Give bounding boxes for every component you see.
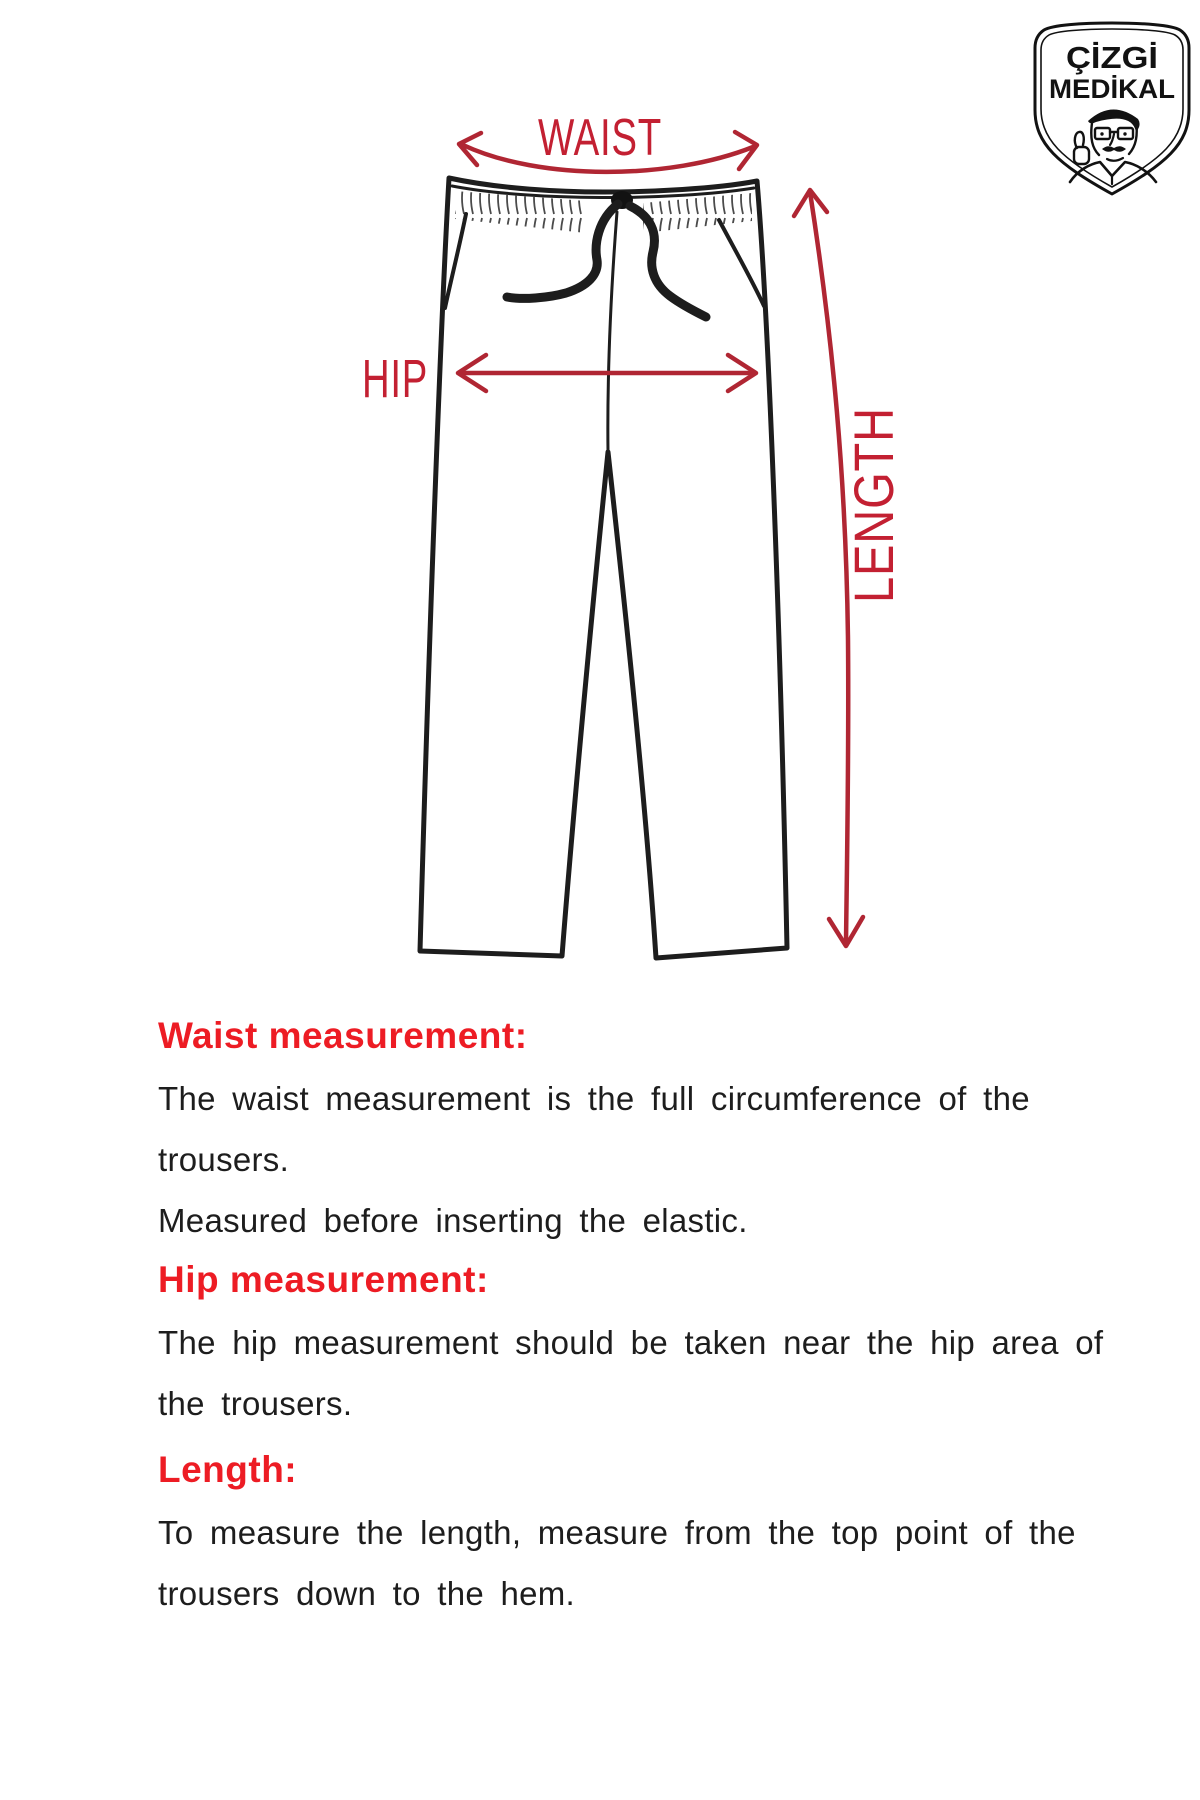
trousers-outline <box>420 178 787 958</box>
section-line: Measured before inserting the elastic. <box>158 1202 748 1239</box>
waist-dimension <box>459 109 757 172</box>
logo-text-line2: MEDİKAL <box>1049 74 1175 104</box>
section-line: The waist measurement is the full circumference of the <box>158 1080 1030 1117</box>
hip-label: HIP <box>362 349 428 409</box>
waist-label: WAIST <box>538 109 662 167</box>
section-line: trousers. <box>158 1141 290 1178</box>
section-line: the trousers. <box>158 1385 353 1422</box>
section-line: To measure the length, measure from the top point of the <box>158 1514 1076 1551</box>
section-line: The hip measurement should be taken near the hip area of <box>158 1324 1104 1361</box>
section-heading: Waist measurement: <box>158 1015 528 1056</box>
length-section <box>158 1448 1076 1624</box>
hip-section <box>158 1258 1103 1434</box>
waist-section <box>158 1014 1030 1251</box>
logo-text-line1: ÇİZGİ <box>1066 40 1158 75</box>
logo-mascot <box>1070 109 1156 184</box>
trousers-drawing <box>420 178 787 958</box>
brand-logo <box>1035 23 1189 194</box>
length-dimension <box>794 190 905 946</box>
section-line: trousers down to the hem. <box>158 1575 576 1612</box>
section-heading: Hip measurement: <box>158 1259 489 1300</box>
length-label: LENGTH <box>842 369 905 603</box>
section-heading: Length: <box>158 1449 298 1490</box>
